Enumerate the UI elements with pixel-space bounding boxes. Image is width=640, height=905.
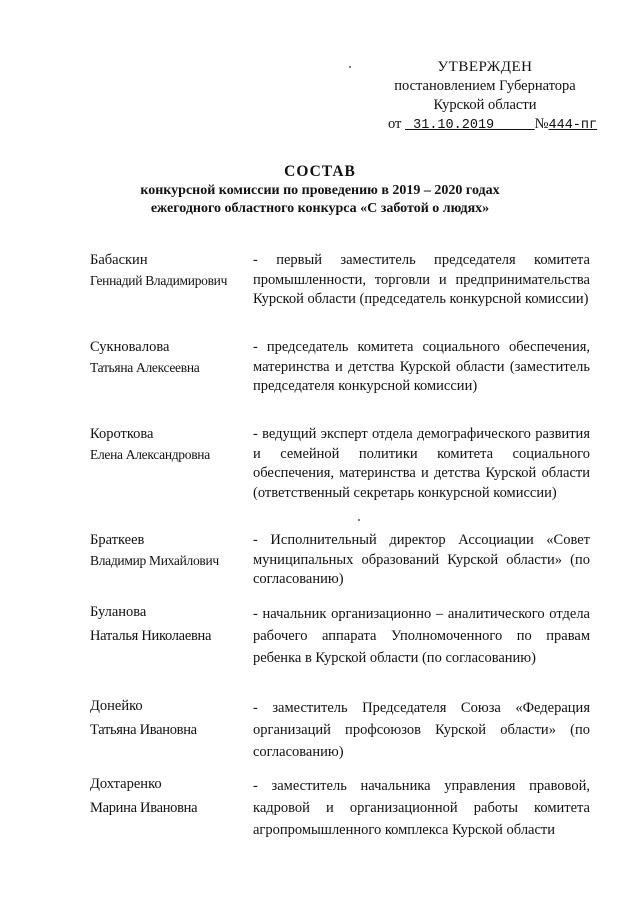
member-name — [90, 338, 250, 377]
member-role: - Исполнительный директор Ассоциации «Совет муниципальных образований Курской области» (по согласованию) — [253, 532, 590, 587]
member-name — [90, 697, 250, 740]
approval-from-label: от — [388, 116, 402, 132]
member-name — [90, 775, 250, 818]
scan-speck — [349, 66, 351, 68]
approval-line-2: Курской области — [433, 97, 537, 113]
member-surname: Короткова — [90, 426, 154, 442]
approval-heading: УТВЕРЖДЕН — [437, 59, 533, 75]
member-first-names: Наталья Николаевна — [90, 627, 212, 644]
member-first-names: Татьяна Ивановна — [90, 721, 197, 738]
member-surname: Донейко — [90, 698, 143, 714]
member-name — [90, 425, 250, 464]
approval-number: 444-пг — [548, 118, 598, 133]
title-main: СОСТАВ — [284, 163, 356, 180]
member-role: - заместитель начальника управления правовой, кадровой и организационной работы комитета агропромышленного комплекса Курской области — [253, 778, 590, 838]
member-surname: Бабаскин — [90, 252, 148, 268]
approval-line-1: постановлением Губернатора — [394, 78, 576, 94]
member-surname: Браткеев — [90, 532, 145, 548]
member-first-names: Марина Ивановна — [90, 799, 198, 816]
document-title — [110, 162, 530, 218]
member-name — [90, 531, 250, 570]
approval-date: 31.10.2019 — [405, 118, 535, 133]
member-surname: Сукновалова — [90, 339, 170, 355]
title-line-1: конкурсной комиссии по проведению в 2019 – 2020 годах — [140, 183, 500, 198]
member-role: - заместитель Председателя Союза «Федерация организаций профсоюзов Курской области» (по согласованию) — [253, 700, 590, 760]
member-role: - председатель комитета социального обеспечения, материнства и детства Курской области (заместитель председателя конкурсной комиссии) — [253, 339, 590, 394]
title-line-2: ежегодного областного конкурса «С заботой о людях» — [150, 201, 490, 216]
scan-speck — [358, 519, 360, 521]
approval-dateline — [380, 115, 598, 135]
member-name — [90, 251, 250, 290]
member-first-names: Елена Александровна — [90, 446, 210, 462]
member-role: - ведущий эксперт отдела демографического развития и семейной политики комитета социального обеспечения, материнства и детства Курской области (ответственный секретарь конкурсной комиссии) — [253, 426, 590, 501]
member-surname: Дохтаренко — [90, 776, 162, 792]
member-first-names: Владимир Михайлович — [90, 552, 219, 568]
member-role: - начальник организационно – аналитического отдела рабочего аппарата Уполномоченного по правам ребенка в Курской области (по согласованию) — [253, 606, 590, 666]
member-surname: Буланова — [90, 604, 147, 620]
approval-stamp — [380, 58, 598, 135]
member-role: - первый заместитель председателя комитета промышленности, торговли и предпринимательства Курской области (председатель конкурсной комиссии) — [253, 252, 590, 307]
member-first-names: Геннадий Владимирович — [90, 272, 228, 288]
member-name — [90, 603, 250, 646]
approval-number-label: № — [534, 116, 549, 132]
member-first-names: Татьяна Алексеевна — [90, 359, 200, 375]
